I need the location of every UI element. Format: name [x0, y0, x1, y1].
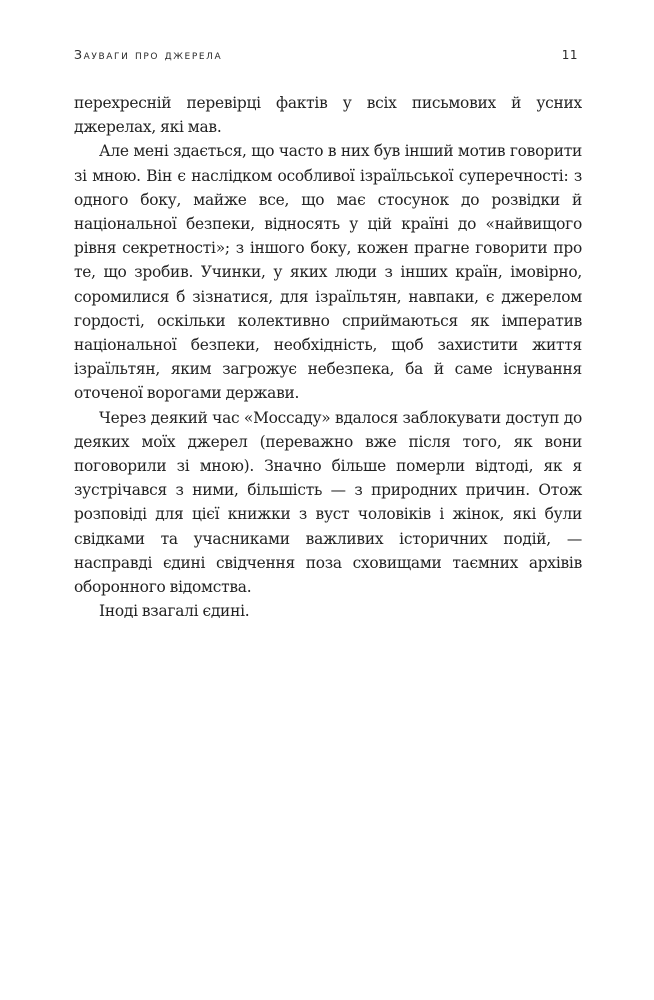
paragraph-mossad-block: Через деякий час «Моссаду» вдалося заблокувати доступ до деяких моїх джерел (переважно вже після того, як вони поговорили зі мною). Значно більше померли відтоді, як я зустрічався з ними, більшість — з природних причин. Отож розповіді для цієї книжки з вуст чоловіків і жінок, які були свідками та учасниками важливих історичних подій, — насправді єдині свідчення поза сховищами таємних архівів оборонного відомства.: [74, 408, 582, 597]
page-number: 11: [561, 48, 578, 62]
running-title: Зауваги про джерела: [74, 47, 223, 62]
running-header: [74, 47, 578, 67]
paragraph-closing: Іноді взагалі єдині.: [99, 602, 250, 621]
body-text: [74, 91, 582, 623]
paragraph-motive: Але мені здається, що часто в них був інший мотив говорити зі мною. Він є наслідком особливої ізраїльської суперечності: з одного боку, майже все, що має стосунок до розвідки й національної безпеки, відносять у цій країні до «найвищого рівня секретності»; з іншого боку, кожен прагне говорити про те, що зробив. Учинки, у яких люди з інших країн, імовірно, соромилися б зізнатися, для ізраїльтян, навпаки, є джерелом гордості, оскільки колективно сприймаються як імператив національної безпеки, необхідність, щоб захистити життя ізраїльтян, яким загрожує небезпека, ба й саме існування оточеної ворогами держави.: [74, 142, 582, 403]
paragraph-continuation: перехресній перевірці фактів у всіх письмових й усних джерелах, які мав.: [74, 94, 582, 137]
